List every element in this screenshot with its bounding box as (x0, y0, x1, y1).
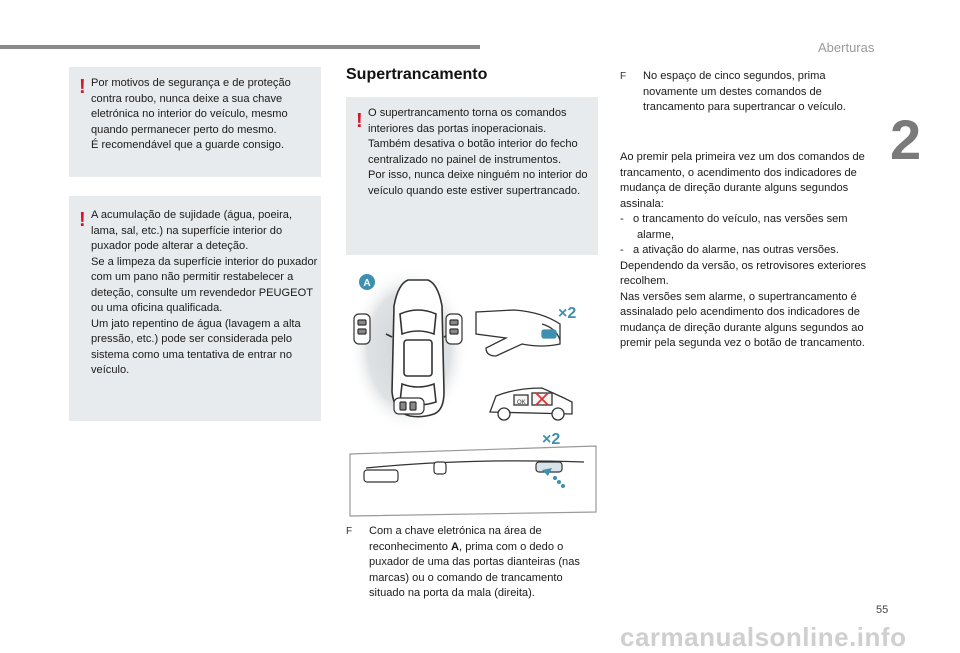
step-key-in-zone (346, 524, 600, 602)
car-side-view (490, 388, 572, 420)
zone-label-badge (359, 274, 375, 290)
key-fob-right (446, 314, 462, 344)
section-title: Aberturas (818, 40, 875, 55)
supertrancamento-warning-2: Também desativa o botão interior do fecho centralizado no painel de instrumentos. (368, 138, 578, 166)
warning-text-security (91, 76, 317, 154)
ok-label: OK (517, 400, 526, 406)
times-two-bottom: ×2 (542, 431, 561, 448)
car-top-view (386, 280, 450, 417)
warning-text-dirt (91, 208, 319, 379)
step-five-seconds (620, 69, 882, 116)
warning-box-security (69, 67, 321, 177)
warning-text-supertrancamento (368, 106, 596, 199)
key-fob-rear (394, 398, 424, 414)
warning-icon: ! (79, 209, 86, 231)
security-recommendation: É recomendável que a guarde consigo. (91, 139, 285, 151)
bullet-icon: F (620, 71, 627, 82)
warning-box-supertrancamento (346, 97, 598, 255)
page-number: 55 (876, 604, 889, 616)
supertrancamento-warning-3: Por isso, nunca deixe ninguém no interior do veículo quando este estiver supertrancado. (368, 169, 588, 197)
key-fob-left (354, 314, 370, 344)
security-paragraph: Por motivos de segurança e de proteção contra roubo, nunca deixe a sua chave eletrónica no interior do veículo, mesmo quando permanecer perto do mesmo. (91, 77, 291, 136)
supertrancamento-illustration (346, 262, 600, 518)
step-five-seconds-text: No espaço de cinco segundos, prima novamente um destes comandos de trancamento para supertrancar o veículo. (643, 70, 846, 113)
info-item-1: - o trancamento do veículo, nas versões sem alarme, (620, 213, 848, 241)
info-paragraph (620, 150, 882, 352)
watermark: carmanualsonline.info (620, 622, 907, 652)
header-rule (0, 45, 480, 49)
warning-box-dirt (69, 196, 321, 421)
step-key-in-zone-text: Com a chave eletrónica na área de reconhecimento A, prima com o dedo o puxador de uma das portas dianteiras (nas marcas) ou o comando de trancamento situado na porta da mala (direita). (369, 525, 580, 599)
warning-icon: ! (79, 76, 86, 98)
supertrancamento-warning-1: O supertrancamento torna os comandos interiores das portas inoperacionais. (368, 107, 567, 135)
info-no-alarm: Nas versões sem alarme, o supertrancamento é assinalado pelo acendimento dos indicadores de mudança de direção durante alguns segundos ao premir pela segunda vez o botão de trancamento. (620, 290, 865, 349)
door-handle-hand (476, 310, 560, 356)
warning-icon: ! (356, 110, 363, 132)
dirt-paragraph: A acumulação de sujidade (água, poeira, lama, sal, etc.) na superfície interior do puxador pode alterar a deteção. (91, 209, 293, 252)
zone-label-a: A (363, 278, 371, 289)
cleaning-paragraph: Se a limpeza da superfície interior do puxador com um pano não permitir restabelecer a deteção, consulte um revendedor PEUGEOT ou uma oficina qualificada. (91, 255, 318, 314)
times-two-top: ×2 (558, 305, 577, 322)
supertrancamento-title: Supertrancamento (346, 66, 488, 83)
info-mirrors: Dependendo da versão, os retrovisores exteriores recolhem. (620, 259, 867, 287)
chapter-number: 2 (890, 108, 922, 171)
info-intro: Ao premir pela primeira vez um dos comandos de trancamento, o acendimento dos indicadores de mudança de direção durante alguns segundos assinala: (620, 151, 865, 210)
water-paragraph: Um jato repentino de água (lavagem a alta pressão, etc.) pode ser considerada pelo sistema como uma tentativa de entrar no veículo. (91, 317, 301, 376)
bullet-icon: F (346, 526, 353, 537)
info-item-2: - a ativação do alarme, nas outras versões. (620, 244, 839, 256)
